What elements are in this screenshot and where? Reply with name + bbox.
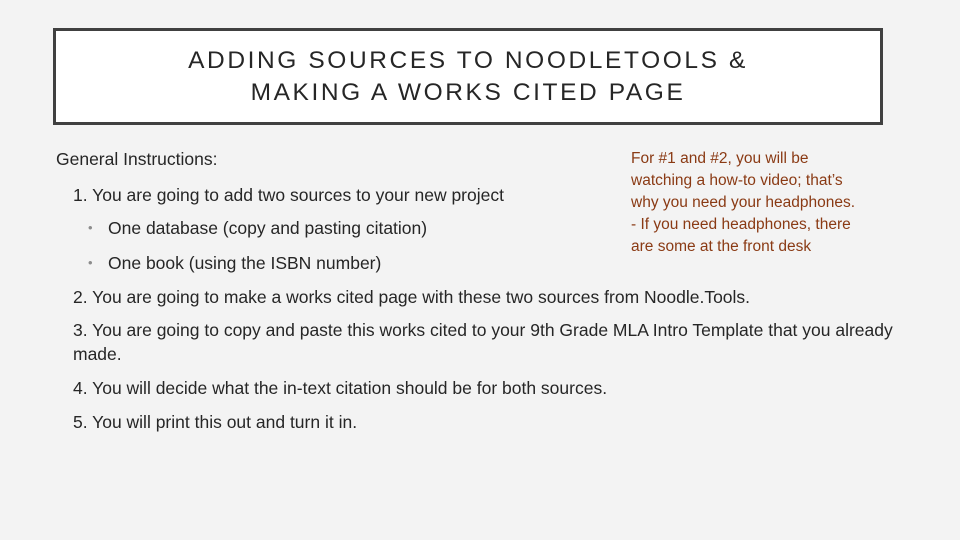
instruction-item-3: 3. You are going to copy and paste this works cited to your 9th Grade MLA Intro Template that you already made. xyxy=(73,320,893,364)
bullet-item-book xyxy=(88,251,381,275)
instructions-heading: General Instructions: xyxy=(56,149,218,169)
bullet-text: One database (copy and pasting citation) xyxy=(108,218,428,238)
note-line-3: why you need your headphones. xyxy=(631,194,856,211)
instruction-item-2: 2. You are going to make a works cited page with these two sources from Noodle.Tools. xyxy=(73,287,751,307)
note-line-4: - If you need headphones, there xyxy=(631,216,851,233)
note-line-2: watching a how-to video; that’s xyxy=(631,172,843,189)
instruction-item-5: 5. You will print this out and turn it in. xyxy=(73,412,358,432)
slide-title xyxy=(188,45,748,109)
note-line-5: are some at the front desk xyxy=(631,238,812,255)
bullet-dot-icon: • xyxy=(88,255,93,270)
instruction-item-1: 1. You are going to add two sources to your new project xyxy=(73,185,504,205)
instruction-item-4: 4. You will decide what the in-text citation should be for both sources. xyxy=(73,378,608,398)
bullet-text: One book (using the ISBN number) xyxy=(108,253,382,273)
bullet-item-database xyxy=(88,216,427,240)
bullet-dot-icon: • xyxy=(88,220,93,235)
note-line-1: For #1 and #2, you will be xyxy=(631,150,809,167)
title-box xyxy=(53,28,883,125)
slide-title-line-1: ADDING SOURCES TO NOODLETOOLS & xyxy=(188,46,748,74)
headphones-note xyxy=(631,148,901,258)
slide-title-line-2: MAKING A WORKS CITED PAGE xyxy=(250,78,686,106)
